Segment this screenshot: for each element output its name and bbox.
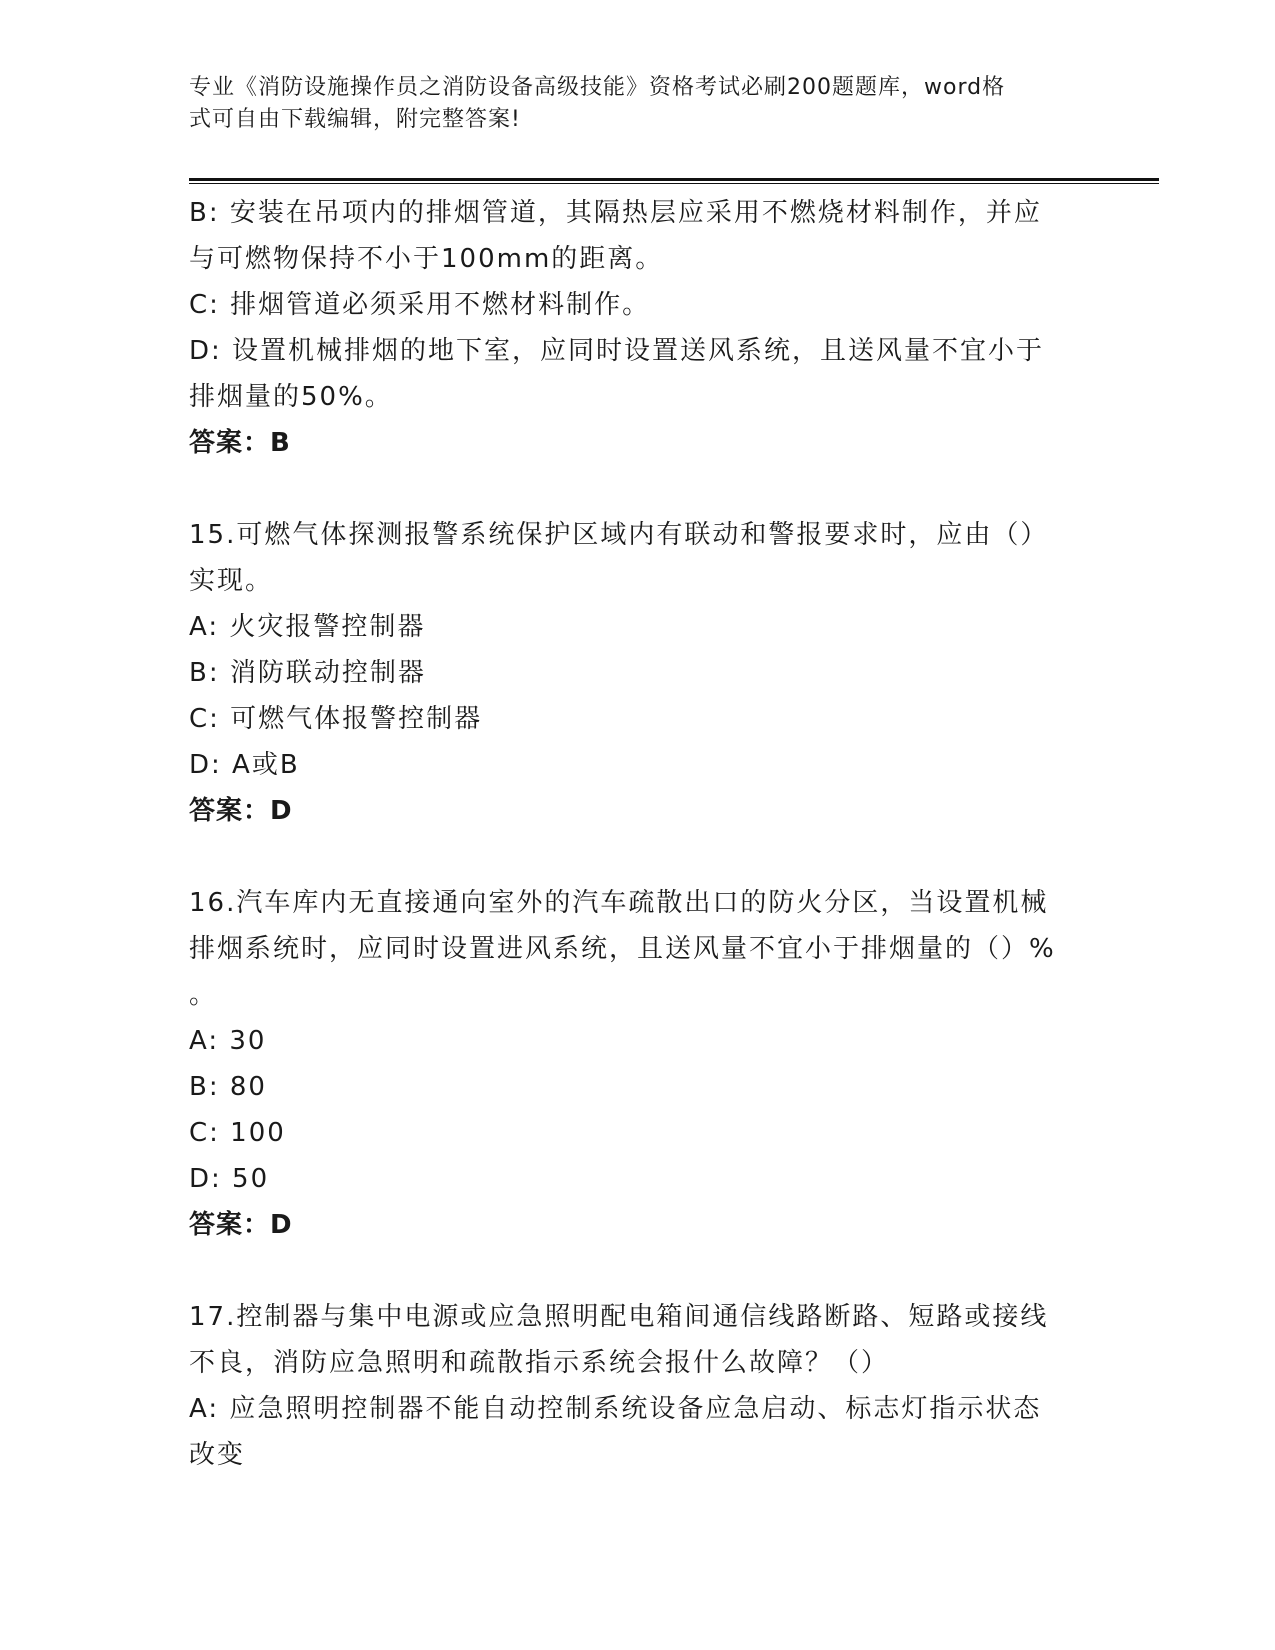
question-14-continued xyxy=(189,190,1079,466)
question-list xyxy=(189,190,1079,1478)
option-d-line-1: D: 设置机械排烟的地下室，应同时设置送风系统，且送风量不宜小于 xyxy=(189,336,1045,366)
option-c: C: 100 xyxy=(189,1118,286,1148)
spacer xyxy=(189,834,1079,880)
question-stem-line-2: 排烟系统时，应同时设置进风系统，且送风量不宜小于排烟量的（）% xyxy=(189,934,1056,964)
option-c: C: 可燃气体报警控制器 xyxy=(189,704,483,734)
option-d: D: 50 xyxy=(189,1164,270,1194)
question-stem-line-1: 16.汽车库内无直接通向室外的汽车疏散出口的防火分区，当设置机械 xyxy=(189,888,1049,918)
option-c: C: 排烟管道必须采用不燃材料制作。 xyxy=(189,290,651,320)
option-a: A: 火灾报警控制器 xyxy=(189,612,426,642)
question-stem-line-1: 15.可燃气体探测报警系统保护区域内有联动和警报要求时，应由（） xyxy=(189,520,1049,550)
question-15 xyxy=(189,512,1079,834)
option-b: B: 消防联动控制器 xyxy=(189,658,426,688)
answer: 答案：D xyxy=(189,1210,293,1240)
question-stem-line-2: 实现。 xyxy=(189,566,274,596)
option-a-line-2: 改变 xyxy=(189,1440,246,1470)
spacer xyxy=(189,466,1079,512)
option-d: D: A或B xyxy=(189,750,300,780)
header-divider-thick xyxy=(189,178,1159,181)
header-title-line-1: 专业《消防设施操作员之消防设备高级技能》资格考试必刷200题题库，word格 xyxy=(189,75,1006,100)
spacer xyxy=(189,1248,1079,1294)
option-a-line-1: A: 应急照明控制器不能自动控制系统设备应急启动、标志灯指示状态 xyxy=(189,1394,1042,1424)
question-16 xyxy=(189,880,1079,1248)
option-b-line-2: 与可燃物保持不小于100mm的距离。 xyxy=(189,244,664,274)
question-17 xyxy=(189,1294,1079,1478)
header-divider-thin xyxy=(189,183,1159,184)
question-stem-line-1: 17.控制器与集中电源或应急照明配电箱间通信线路断路、短路或接线 xyxy=(189,1302,1049,1332)
option-b: B: 80 xyxy=(189,1072,267,1102)
question-stem-line-3: 。 xyxy=(189,980,218,1010)
option-a: A: 30 xyxy=(189,1026,267,1056)
header-title-line-2: 式可自由下载编辑，附完整答案! xyxy=(189,107,521,132)
option-d-line-2: 排烟量的50%。 xyxy=(189,382,393,412)
option-b-line-1: B: 安装在吊项内的排烟管道，其隔热层应采用不燃烧材料制作，并应 xyxy=(189,198,1042,228)
answer: 答案：D xyxy=(189,796,293,826)
answer: 答案：B xyxy=(189,428,291,458)
document-header xyxy=(189,72,1079,136)
question-stem-line-2: 不良，消防应急照明和疏散指示系统会报什么故障？（） xyxy=(189,1348,890,1378)
